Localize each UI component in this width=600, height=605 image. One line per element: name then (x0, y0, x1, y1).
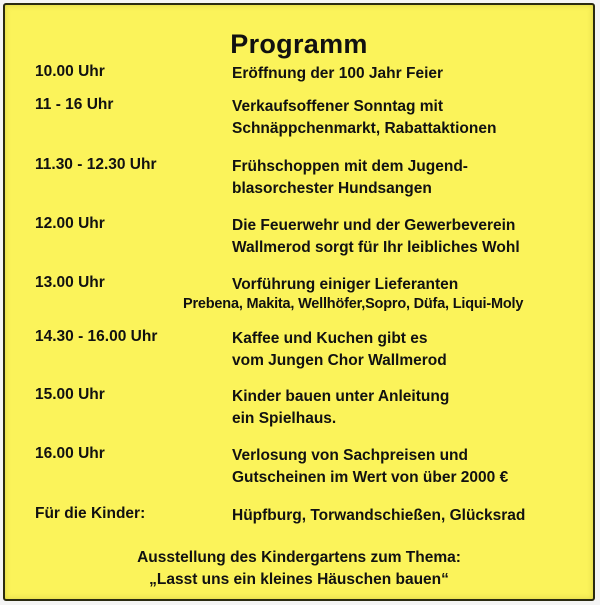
description-line: Verlosung von Sachpreisen und (232, 447, 468, 464)
schedule-time: 13.00 Uhr (35, 274, 105, 291)
footer-line: Ausstellung des Kindergartens zum Thema: (137, 549, 461, 566)
schedule-description (232, 505, 525, 527)
schedule-time: 15.00 Uhr (35, 386, 105, 403)
schedule-description (232, 63, 443, 85)
description-line: Vorführung einiger Lieferanten (232, 276, 459, 293)
description-line: Die Feuerwehr und der Gewerbeverein (232, 217, 516, 234)
footer-line: „Lasst uns ein kleines Häuschen bauen“ (149, 571, 449, 588)
schedule-time: 16.00 Uhr (35, 445, 105, 462)
description-line: Eröffnung der 100 Jahr Feier (232, 65, 444, 82)
schedule-time: 12.00 Uhr (35, 215, 105, 232)
schedule-description (232, 274, 458, 296)
schedule-time: 11 - 16 Uhr (35, 96, 114, 113)
page-title: Programm (230, 29, 368, 59)
description-line: Gutscheinen im Wert von über 2000 € (232, 469, 509, 486)
description-line: vom Jungen Chor Wallmerod (232, 352, 447, 369)
description-line: Kaffee und Kuchen gibt es (232, 330, 428, 347)
schedule-time: Für die Kinder: (35, 505, 146, 522)
description-line: Kinder bauen unter Anleitung (232, 388, 450, 405)
schedule-description (232, 328, 447, 372)
schedule-description (232, 156, 468, 200)
schedule-description (232, 386, 449, 430)
description-line: Schnäppchenmarkt, Rabattaktionen (232, 120, 497, 137)
description-line: Wallmerod sorgt für Ihr leibliches Wohl (232, 239, 520, 256)
schedule-time: 10.00 Uhr (35, 63, 105, 80)
description-line: Hüpfburg, Torwandschießen, Glücksrad (232, 507, 526, 524)
schedule-time: 14.30 - 16.00 Uhr (35, 328, 158, 345)
description-line: ein Spielhaus. (232, 410, 337, 427)
schedule-description (232, 215, 520, 259)
program-flyer (3, 3, 595, 601)
description-line: blasorchester Hundsangen (232, 180, 432, 197)
footer-note (5, 547, 593, 591)
description-line: Verkaufsoffener Sonntag mit (232, 98, 444, 115)
schedule-time: 11.30 - 12.30 Uhr (35, 156, 157, 173)
schedule-description (232, 445, 508, 489)
description-line: Frühschoppen mit dem Jugend- (232, 158, 468, 175)
sponsor-list: Prebena, Makita, Wellhöfer,Sopro, Düfa, Liqui-Moly (183, 296, 524, 312)
schedule-description (232, 96, 496, 140)
